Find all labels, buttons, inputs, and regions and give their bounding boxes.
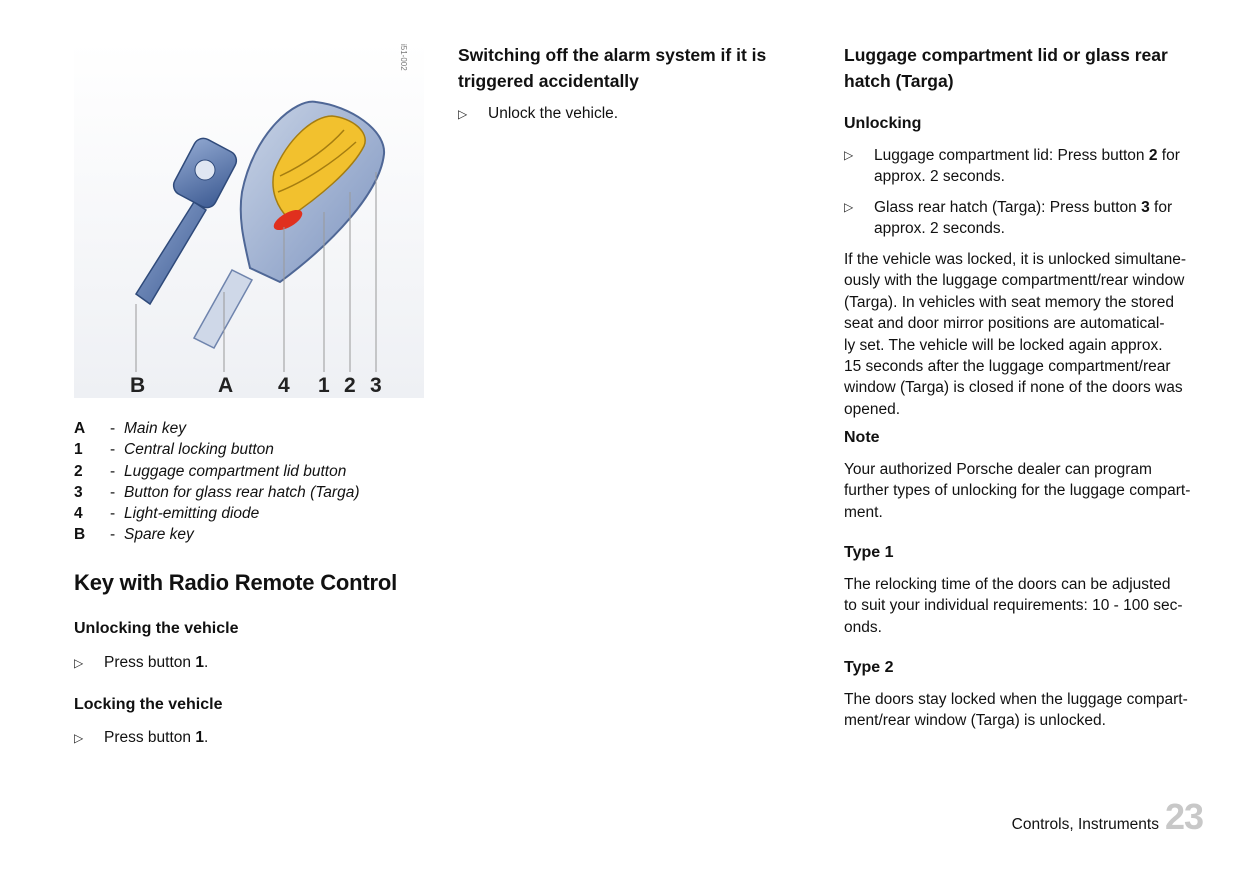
legend-text: Button for glass rear hatch (Targa): [124, 483, 360, 501]
legend-item: 2 - Luggage compartment lid button: [74, 461, 360, 482]
legend-text: Central locking button: [124, 441, 274, 459]
triangle-right-icon: ▷: [458, 107, 468, 121]
callout-label: B: [130, 374, 146, 397]
triangle-right-icon: ▷: [74, 656, 84, 670]
legend-text: Light-emitting diode: [124, 505, 260, 523]
page-number: 23: [1164, 796, 1203, 837]
callout-label: 3: [370, 374, 382, 397]
type2-paragraph: The doors stay locked when the luggage compart- ment/rear window (Targa) is unlocked.: [844, 691, 1188, 730]
locking-step: ▷ Press button 1.: [74, 727, 208, 749]
triangle-right-icon: ▷: [74, 731, 84, 745]
legend-key: 4: [74, 505, 83, 523]
legend-key: A: [74, 420, 86, 437]
legend-text: Spare key: [124, 526, 194, 544]
luggage-heading: Luggage compartment lid or glass rear hatch (Targa): [844, 45, 1168, 91]
key-drawing: [74, 42, 424, 398]
luggage-lid-bullet: ▷ Luggage compartment lid: Press button 2 for approx. 2 seconds.: [844, 147, 1180, 186]
legend-item: 4 - Light-emitting diode: [74, 503, 360, 524]
legend-text: Main key: [124, 420, 187, 437]
legend-item: 1 - Central locking button: [74, 439, 360, 460]
callout-label: 4: [278, 374, 290, 397]
unlocking-heading: Unlocking: [844, 115, 922, 132]
type1-paragraph: The relocking time of the doors can be adjusted to suit your individual requirements: 10 - 100 sec- onds.: [844, 576, 1183, 636]
page-footer: [1012, 796, 1203, 838]
unlocking-step: ▷ Press button 1.: [74, 652, 208, 674]
legend-key: B: [74, 526, 86, 544]
callout-label: 1: [318, 374, 330, 397]
footer-section-title: Controls, Instruments: [1011, 816, 1159, 833]
legend-key: 1: [74, 441, 83, 459]
figure-legend: [74, 418, 360, 546]
key-illustration: [74, 42, 424, 398]
alarm-step: ▷ Unlock the vehicle.: [458, 103, 618, 125]
legend-item: B - Spare key: [74, 524, 360, 545]
unlock-paragraph: If the vehicle was locked, it is unlocked simultane- ously with the luggage compartmentt/rear window (Targa). In vehicles with seat memory the stored seat and door mirror positions are automatical- ly set. The vehicle will be locked again approx. 15 seconds after the luggage compartment/rear window (Targa) is closed if none of the doors was opened.: [844, 251, 1187, 418]
unlocking-vehicle-heading: Unlocking the vehicle: [74, 620, 239, 637]
figure-code: i51-002: [399, 44, 408, 71]
locking-vehicle-heading: Locking the vehicle: [74, 696, 223, 713]
note-heading: Note: [844, 429, 880, 446]
callout-label: 2: [344, 374, 356, 397]
legend-item: 3 - Button for glass rear hatch (Targa): [74, 482, 360, 503]
section-title: Key with Radio Remote Control: [74, 570, 397, 595]
type2-heading: Type 2: [844, 659, 894, 676]
type1-heading: Type 1: [844, 544, 894, 561]
triangle-right-icon: ▷: [844, 200, 854, 214]
note-paragraph: Your authorized Porsche dealer can program further types of unlocking for the luggage compart- ment.: [844, 461, 1191, 521]
callout-label: A: [218, 374, 234, 397]
legend-text: Luggage compartment lid button: [124, 462, 347, 480]
rear-hatch-bullet: ▷ Glass rear hatch (Targa): Press button 3 for approx. 2 seconds.: [844, 199, 1173, 238]
legend-key: 3: [74, 483, 83, 501]
legend-item: A - Main key: [74, 418, 360, 439]
alarm-heading: Switching off the alarm system if it is triggered accidentally: [458, 45, 767, 91]
triangle-right-icon: ▷: [844, 148, 854, 162]
legend-key: 2: [74, 462, 83, 480]
